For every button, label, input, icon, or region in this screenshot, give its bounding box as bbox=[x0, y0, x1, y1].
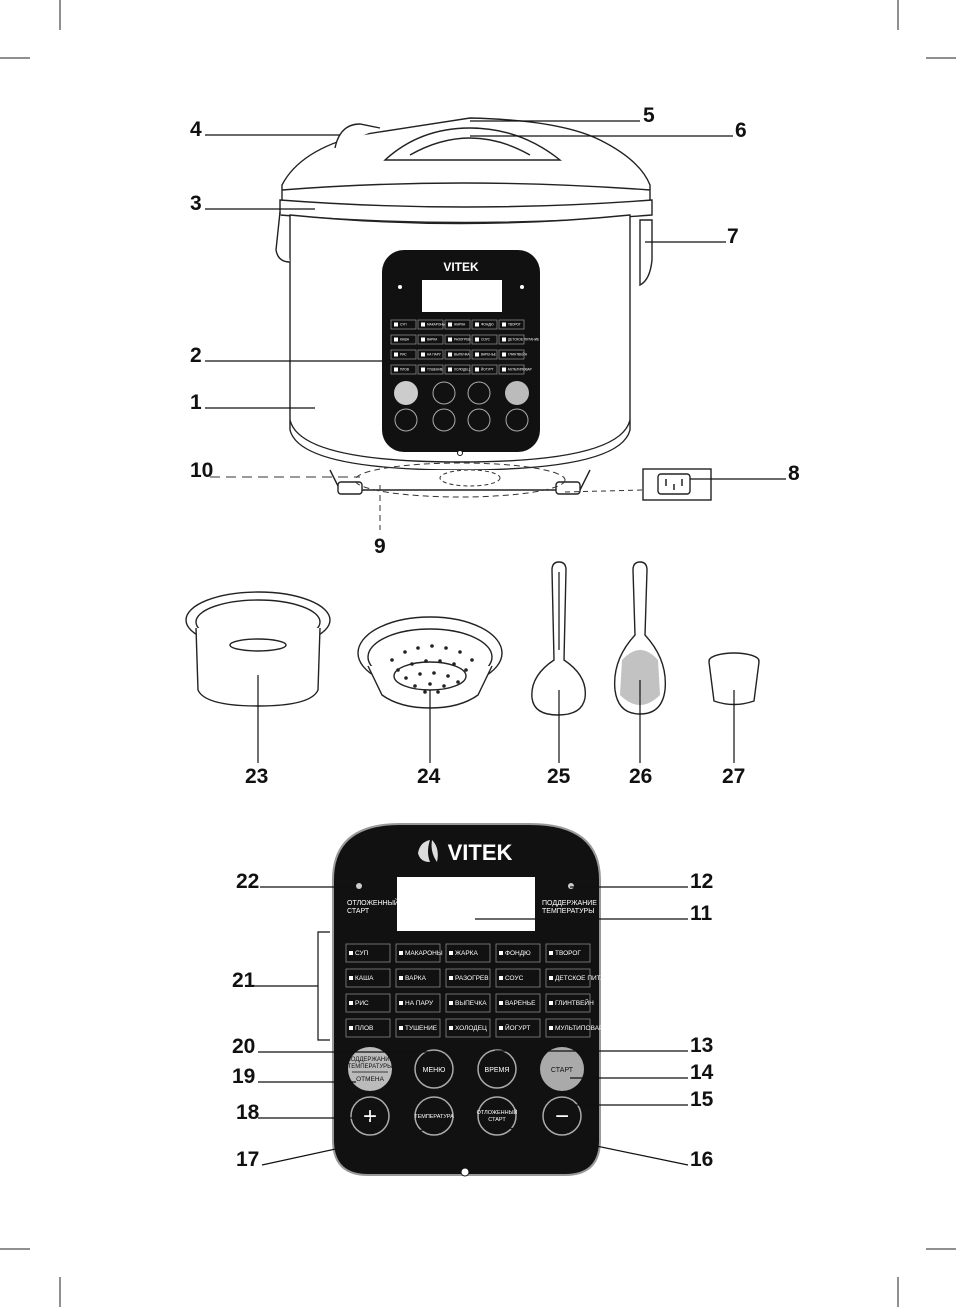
program-led-icon bbox=[394, 323, 398, 327]
accessories bbox=[186, 562, 759, 788]
callout-6: 6 bbox=[735, 119, 747, 142]
program-led-icon bbox=[399, 951, 403, 955]
steam-hole bbox=[464, 668, 468, 672]
program-led-icon bbox=[499, 1001, 503, 1005]
small-panel-program-label: ТУШЕНИЕ bbox=[427, 367, 443, 372]
program-led-icon bbox=[475, 323, 479, 327]
callout-26: 26 bbox=[629, 765, 653, 788]
panel-program-label: ЙОГУРТ bbox=[505, 1025, 531, 1033]
program-led-icon bbox=[499, 951, 503, 955]
program-led-icon bbox=[499, 976, 503, 980]
small-panel-program-label: РАЗОГРЕВ bbox=[454, 337, 471, 342]
program-led-icon bbox=[449, 976, 453, 980]
panel-program-label: ТУШЕНИЕ bbox=[405, 1025, 438, 1033]
panel-program-label: ГЛИНТВЕЙН bbox=[555, 1000, 594, 1008]
program-led-icon bbox=[421, 368, 425, 372]
brand-logo-small: VITEK bbox=[443, 260, 479, 274]
program-led-icon bbox=[448, 368, 452, 372]
small-panel-program-label: МУЛЬТИПОВАР bbox=[508, 367, 532, 372]
btn-temp-label: ТЕМПЕРАТУРА bbox=[414, 1114, 454, 1120]
callout-27: 27 bbox=[722, 765, 746, 788]
small-panel-program-label: ЙОГУРТ bbox=[481, 367, 494, 372]
small-panel-program-label: МАКАРОНЫ bbox=[427, 322, 446, 327]
program-led-icon bbox=[349, 1001, 353, 1005]
program-led-icon bbox=[549, 1026, 553, 1030]
steam-hole bbox=[430, 644, 434, 648]
btn-delay-label-2: СТАРТ bbox=[488, 1117, 506, 1123]
steam-hole bbox=[444, 646, 448, 650]
measuring-cup bbox=[709, 653, 759, 763]
steam-hole bbox=[390, 658, 394, 662]
btn-delay-label: ОТЛОЖЕННЫЙ bbox=[476, 1110, 518, 1116]
delayed-start-label: ОТЛОЖЕННЫЙ bbox=[347, 900, 399, 907]
program-led-icon bbox=[502, 323, 506, 327]
small-panel-program-label: ПЛОВ bbox=[400, 367, 409, 372]
delayed-start-indicator bbox=[356, 883, 362, 889]
small-panel-program-label: ФОНДЮ bbox=[481, 322, 494, 327]
panel-program-label: РАЗОГРЕВ bbox=[455, 975, 489, 983]
callout-8: 8 bbox=[788, 462, 800, 485]
panel-program-label: КАША bbox=[355, 975, 374, 983]
keep-warm-label: ПОДДЕРЖАНИЕ bbox=[542, 900, 597, 907]
control-panel bbox=[333, 824, 619, 1176]
small-panel-program-label: ХОЛОДЕЦ bbox=[454, 367, 470, 372]
program-led-icon bbox=[399, 976, 403, 980]
program-led-icon bbox=[421, 338, 425, 342]
program-led-icon bbox=[349, 976, 353, 980]
small-panel-program-label: ГЛИНТВЕЙН bbox=[508, 352, 528, 357]
callout-18: 18 bbox=[236, 1101, 260, 1124]
callout-13: 13 bbox=[690, 1034, 714, 1057]
steam-hole bbox=[410, 662, 414, 666]
small-panel-program-label: ВАРЕНЬЕ bbox=[481, 352, 496, 357]
program-led-icon bbox=[394, 353, 398, 357]
delayed-start-label-2: СТАРТ bbox=[347, 908, 370, 915]
small-panel-program-label: СОУС bbox=[481, 337, 490, 342]
program-led-icon bbox=[448, 338, 452, 342]
btn-menu-label: МЕНЮ bbox=[422, 1067, 446, 1074]
btn-keep-warm-label-2: ТЕМПЕРАТУРЫ bbox=[347, 1064, 393, 1070]
steam-hole bbox=[424, 659, 428, 663]
btn-start-label: СТАРТ bbox=[550, 1067, 574, 1074]
steamer-basket bbox=[358, 617, 502, 763]
panel-program-label: МУЛЬТИПОВАР bbox=[555, 1025, 604, 1033]
callout-15: 15 bbox=[690, 1088, 714, 1111]
program-led-icon bbox=[421, 323, 425, 327]
program-led-icon bbox=[502, 368, 506, 372]
steam-hole bbox=[458, 650, 462, 654]
small-panel-program-label: НА ПАРУ bbox=[427, 352, 441, 357]
program-led-icon bbox=[399, 1001, 403, 1005]
program-led-icon bbox=[448, 353, 452, 357]
callout-20: 20 bbox=[232, 1035, 256, 1058]
steam-hole bbox=[418, 672, 422, 676]
panel-program-label: НА ПАРУ bbox=[405, 1000, 434, 1008]
program-led-icon bbox=[349, 951, 353, 955]
small-panel-program-label: ЖАРКА bbox=[454, 322, 466, 327]
program-led-icon bbox=[394, 338, 398, 342]
panel-program-label: ХОЛОДЕЦ bbox=[455, 1025, 487, 1033]
steam-hole bbox=[442, 684, 446, 688]
steam-hole bbox=[403, 650, 407, 654]
program-led-icon bbox=[399, 1026, 403, 1030]
program-led-icon bbox=[502, 338, 506, 342]
callout-25: 25 bbox=[547, 765, 571, 788]
callout-24: 24 bbox=[417, 765, 441, 788]
btn-keep-warm-label: ПОДДЕРЖАНИЕ bbox=[346, 1057, 394, 1063]
callout-16: 16 bbox=[690, 1148, 714, 1171]
callout-23: 23 bbox=[245, 765, 269, 788]
callout-12: 12 bbox=[690, 870, 714, 893]
temperature-button[interactable] bbox=[414, 1097, 454, 1135]
minus-button[interactable] bbox=[543, 1097, 581, 1135]
plus-icon: + bbox=[362, 1103, 378, 1130]
callout-1: 1 bbox=[190, 391, 202, 414]
rice-spoon bbox=[615, 562, 666, 763]
small-panel-program-label: КАША bbox=[400, 337, 410, 342]
callout-22: 22 bbox=[236, 870, 260, 893]
program-led-icon bbox=[499, 1026, 503, 1030]
steam-hole bbox=[438, 659, 442, 663]
callout-9: 9 bbox=[374, 535, 386, 558]
steam-hole bbox=[423, 690, 427, 694]
steam-hole bbox=[436, 690, 440, 694]
panel-program-label: ВЫПЕЧКА bbox=[455, 1000, 487, 1008]
small-panel-program-label: ТВОРОГ bbox=[508, 322, 521, 327]
program-led-icon bbox=[549, 1001, 553, 1005]
panel-program-label: СУП bbox=[355, 950, 369, 958]
soup-ladle bbox=[532, 562, 585, 763]
program-led-icon bbox=[549, 976, 553, 980]
menu-button[interactable] bbox=[415, 1050, 453, 1088]
panel-program-label: ВАРКА bbox=[405, 975, 426, 983]
panel-program-label: ЖАРКА bbox=[455, 950, 478, 958]
program-led-icon bbox=[502, 353, 506, 357]
panel-program-label: ТВОРОГ bbox=[555, 950, 581, 958]
panel-program-label: РИС bbox=[355, 1000, 369, 1008]
callout-3: 3 bbox=[190, 192, 202, 215]
program-led-icon bbox=[475, 353, 479, 357]
callout-19: 19 bbox=[232, 1065, 256, 1088]
inner-bowl bbox=[186, 592, 330, 763]
steam-hole bbox=[470, 658, 474, 662]
steam-hole bbox=[404, 676, 408, 680]
delayed-start-button[interactable] bbox=[477, 1097, 518, 1135]
callout-11: 11 bbox=[690, 902, 713, 925]
program-led-icon bbox=[549, 951, 553, 955]
callout-14: 14 bbox=[690, 1061, 714, 1084]
plus-button[interactable] bbox=[351, 1097, 389, 1135]
panel-program-label: СОУС bbox=[505, 975, 524, 983]
keep-warm-indicator bbox=[568, 883, 574, 889]
small-panel-program-label: ВЫПЕЧКА bbox=[454, 352, 470, 357]
btn-time-label: ВРЕМЯ bbox=[484, 1067, 510, 1074]
program-led-icon bbox=[475, 368, 479, 372]
steam-hole bbox=[446, 674, 450, 678]
display bbox=[397, 877, 535, 931]
panel-program-label: ВАРЕНЬЕ bbox=[505, 1000, 536, 1008]
panel-program-label: МАКАРОНЫ bbox=[405, 950, 443, 958]
program-led-icon bbox=[449, 951, 453, 955]
callout-5: 5 bbox=[643, 104, 655, 127]
panel-program-label: ПЛОВ bbox=[355, 1025, 374, 1033]
program-led-icon bbox=[421, 353, 425, 357]
program-led-icon bbox=[449, 1001, 453, 1005]
time-button[interactable] bbox=[478, 1050, 516, 1088]
steam-hole bbox=[452, 662, 456, 666]
keep-warm-label-2: ТЕМПЕРАТУРЫ bbox=[542, 908, 595, 915]
callout-7: 7 bbox=[727, 225, 739, 248]
program-led-icon bbox=[448, 323, 452, 327]
multicooker bbox=[210, 118, 711, 530]
start-button[interactable] bbox=[540, 1047, 584, 1091]
steam-hole bbox=[456, 680, 460, 684]
steam-hole bbox=[416, 646, 420, 650]
callout-21: 21 bbox=[232, 969, 256, 992]
program-led-icon bbox=[449, 1026, 453, 1030]
btn-cancel-label: ОТМЕНА bbox=[356, 1076, 384, 1083]
callout-10: 10 bbox=[190, 459, 214, 482]
program-led-icon bbox=[349, 1026, 353, 1030]
steam-hole bbox=[413, 684, 417, 688]
callout-2: 2 bbox=[190, 344, 202, 367]
small-panel-program-label: РИС bbox=[400, 352, 407, 357]
steam-hole bbox=[396, 668, 400, 672]
side-handle-7 bbox=[640, 220, 652, 285]
steam-hole bbox=[432, 671, 436, 675]
panel-program-label: ДЕТСКОЕ ПИТАНИЕ bbox=[555, 975, 619, 983]
minus-icon: − bbox=[554, 1103, 570, 1130]
program-led-icon bbox=[475, 338, 479, 342]
steam-hole bbox=[428, 682, 432, 686]
program-led-icon bbox=[394, 368, 398, 372]
panel-program-label: ФОНДЮ bbox=[505, 950, 531, 958]
small-panel-program-label: ВАРКА bbox=[427, 337, 438, 342]
callout-4: 4 bbox=[190, 118, 202, 141]
small-panel-program-label: СУП bbox=[400, 322, 407, 327]
callout-17: 17 bbox=[236, 1148, 260, 1171]
small-panel-program-label: ДЕТСКОЕ ПИТАНИЕ bbox=[508, 337, 540, 342]
brand-logo: VITEK bbox=[447, 840, 513, 865]
